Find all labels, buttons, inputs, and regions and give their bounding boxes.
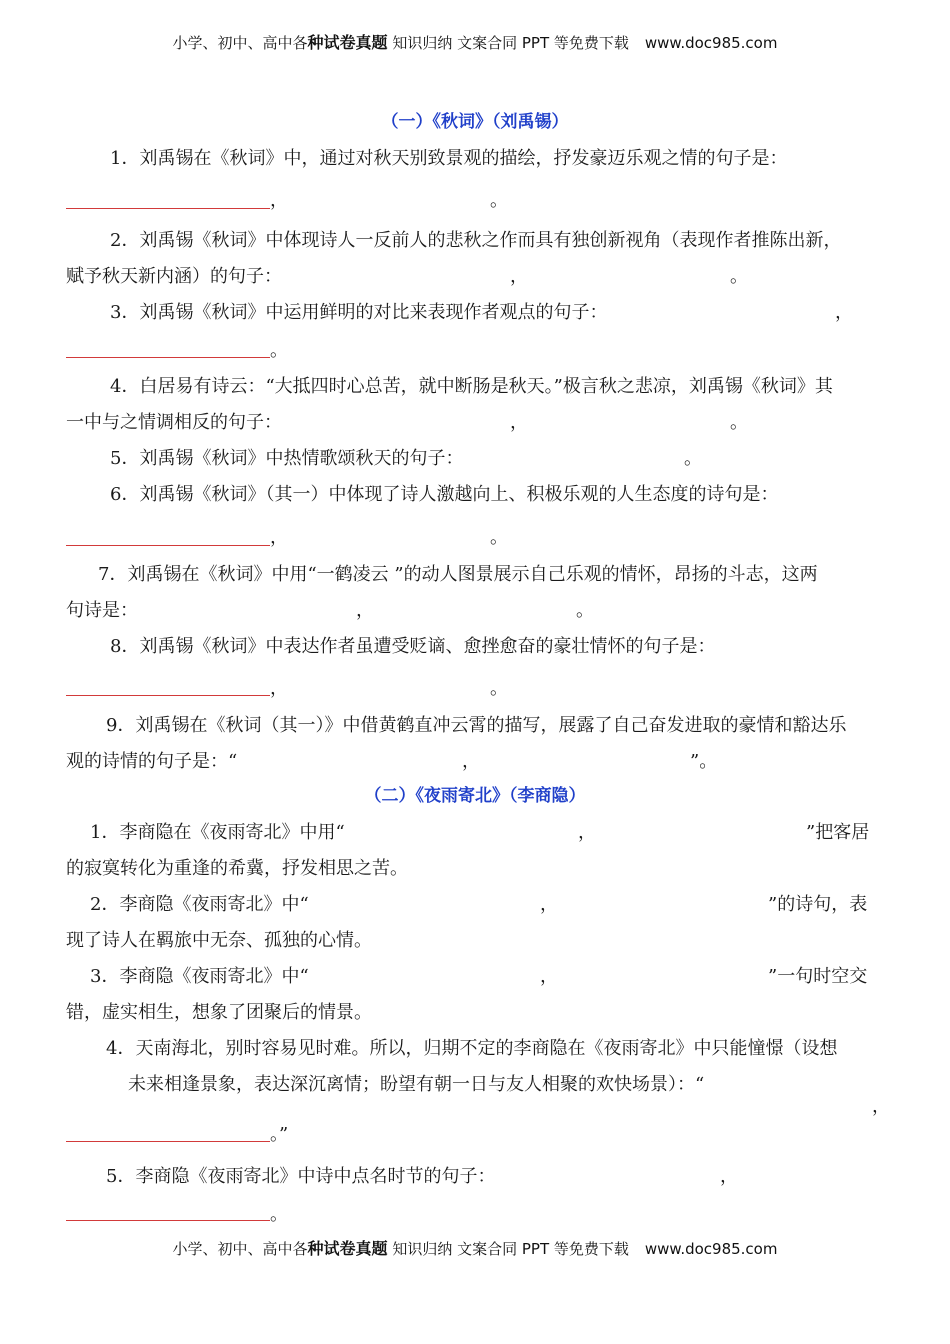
s1-q2-text-1: 2．刘禹锡《秋词》中体现诗人一反前人的悲秋之作而具有独创新视角（表现作者推陈出新， xyxy=(110,230,842,251)
s1-q2-period: 。 xyxy=(730,266,748,287)
page-footer xyxy=(0,1236,950,1259)
page-header xyxy=(0,30,950,53)
s2-q2-tail: ”的诗句，表 xyxy=(768,894,868,915)
s2-q2-text-1: 2．李商隐《夜雨寄北》中“ xyxy=(90,894,309,915)
s1-q6-comma: ， xyxy=(270,527,288,548)
s1-q3-comma: ， xyxy=(835,302,853,323)
header-text-bold: 种试卷真题 xyxy=(307,33,388,52)
s2-q3-text-2: 错，虚实相生，想象了团聚后的情景。 xyxy=(66,1002,372,1023)
s2-q3-text-1: 3．李商隐《夜雨寄北》中“ xyxy=(90,966,309,987)
s1-q7-comma: ， xyxy=(356,600,374,621)
footer-text-2: 知识归纳 文案合同 PPT 等免费下载 xyxy=(387,1240,629,1258)
s1-q8-period: 。 xyxy=(490,678,508,699)
s1-q1-comma: ， xyxy=(270,190,288,211)
s1-q4-text-2: 一中与之情调相反的句子： xyxy=(66,412,282,433)
s2-q1-text-2: 的寂寞转化为重逢的希冀，抒发相思之苦。 xyxy=(66,858,408,879)
s1-q4-comma: ， xyxy=(510,412,528,433)
s1-q3-blank[interactable] xyxy=(66,357,270,358)
s1-q5-period: 。 xyxy=(684,448,702,469)
s2-q4-comma: ， xyxy=(872,1096,890,1117)
s1-q7-period: 。 xyxy=(576,600,594,621)
s2-q1-comma: ， xyxy=(578,822,596,843)
s1-q4-text-1: 4．白居易有诗云：“大抵四时心总苦，就中断肠是秋天。”极言秋之悲凉，刘禹锡《秋词》其 xyxy=(110,376,833,397)
s1-q7-text-1: 7．刘禹锡在《秋词》中用“一鹤凌云 ”的动人图景展示自己乐观的情怀，昂扬的斗志，这两 xyxy=(98,564,818,585)
s1-q4-period: 。 xyxy=(730,412,748,433)
s2-q4-text-2: 未来相逢景象，表达深沉离情；盼望有朝一日与友人相聚的欢快场景）：“ xyxy=(128,1074,705,1095)
s1-q1-text: 1．刘禹锡在《秋词》中，通过对秋天别致景观的描绘，抒发豪迈乐观之情的句子是： xyxy=(110,148,788,169)
s1-q6-blank[interactable] xyxy=(66,545,270,546)
s2-q5-period: 。 xyxy=(270,1204,288,1225)
footer-text-1: 小学、初中、高中各 xyxy=(172,1240,308,1258)
s1-q5-text: 5．刘禹锡《秋词》中热情歌颂秋天的句子： xyxy=(110,448,464,469)
s1-q6-period: 。 xyxy=(490,527,508,548)
s2-q1-tail: ”把客居 xyxy=(806,822,870,843)
section-title-2: （二）《夜雨寄北》（李商隐） xyxy=(364,786,586,806)
s2-q5-blank[interactable] xyxy=(66,1220,270,1221)
header-text-2: 知识归纳 文案合同 PPT 等免费下载 xyxy=(387,34,629,52)
s2-q1-text-1: 1．李商隐在《夜雨寄北》中用“ xyxy=(90,822,345,843)
section-title-1: （一）《秋词》（刘禹锡） xyxy=(381,112,569,132)
s2-q2-comma: ， xyxy=(540,894,558,915)
s1-q8-blank[interactable] xyxy=(66,695,270,696)
s2-q3-tail: ”一句时空交 xyxy=(768,966,868,987)
s1-q9-end: ”。 xyxy=(690,751,718,772)
header-site-link[interactable]: www.doc985.com xyxy=(644,34,778,52)
s1-q9-text-2: 观的诗情的句子是：“ xyxy=(66,751,238,772)
footer-text-bold: 种试卷真题 xyxy=(307,1239,388,1258)
s2-q4-blank[interactable] xyxy=(66,1141,270,1142)
footer-site-link[interactable]: www.doc985.com xyxy=(644,1240,778,1258)
s2-q2-text-2: 现了诗人在羁旅中无奈、孤独的心情。 xyxy=(66,930,372,951)
s1-q8-comma: ， xyxy=(270,678,288,699)
s2-q5-comma: ， xyxy=(720,1166,738,1187)
s2-q4-text-1: 4．天南海北，别时容易见时难。所以，归期不定的李商隐在《夜雨寄北》中只能憧憬（设想 xyxy=(106,1038,838,1059)
header-text-1: 小学、初中、高中各 xyxy=(172,34,308,52)
s1-q6-text: 6．刘禹锡《秋词》（其一）中体现了诗人激越向上、积极乐观的人生态度的诗句是： xyxy=(110,484,779,505)
s1-q1-blank[interactable] xyxy=(66,208,270,209)
s1-q7-text-2: 句诗是： xyxy=(66,600,138,621)
s1-q9-comma: ， xyxy=(462,751,480,772)
s1-q2-comma: ， xyxy=(510,266,528,287)
s1-q2-text-2: 赋予秋天新内涵）的句子： xyxy=(66,266,282,287)
s1-q8-text: 8．刘禹锡《秋词》中表达作者虽遭受贬谪、愈挫愈奋的豪壮情怀的句子是： xyxy=(110,636,716,657)
s2-q5-text: 5．李商隐《夜雨寄北》中诗中点名时节的句子： xyxy=(106,1166,496,1187)
s1-q9-text-1: 9．刘禹锡在《秋词（其一）》中借黄鹤直冲云霄的描写，展露了自己奋发进取的豪情和豁达乐 xyxy=(106,715,847,736)
s2-q4-end: 。” xyxy=(270,1124,289,1145)
s2-q3-comma: ， xyxy=(540,966,558,987)
s1-q3-text: 3．刘禹锡《秋词》中运用鲜明的对比来表现作者观点的句子： xyxy=(110,302,608,323)
s1-q1-period: 。 xyxy=(490,190,508,211)
s1-q3-period: 。 xyxy=(270,340,288,361)
